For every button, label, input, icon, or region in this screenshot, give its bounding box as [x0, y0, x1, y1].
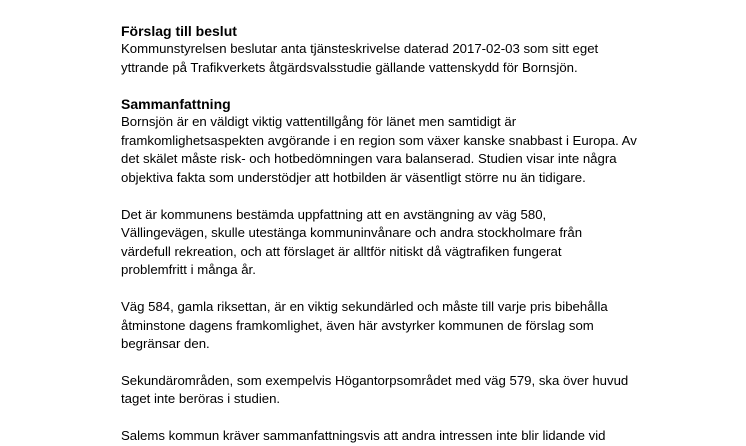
spacer — [121, 409, 721, 427]
summary-paragraph-5 — [121, 427, 721, 446]
summary-paragraph-1 — [121, 113, 721, 187]
document-page — [121, 22, 721, 446]
spacer — [121, 77, 721, 95]
heading-summary: Sammanfattning — [121, 96, 231, 113]
text-line: Bornsjön är en väldigt viktig vattentillgång för länet men samtidigt är — [121, 114, 517, 130]
summary-paragraph-2 — [121, 206, 721, 280]
text-line: Väg 584, gamla riksettan, är en viktig sekundärled och måste till varje pris bibehålla — [121, 298, 608, 314]
text-line: Salems kommun kräver sammanfattningsvis att andra intressen inte blir lidande vid — [121, 427, 606, 443]
text-line: värdefull rekreation, och att förslaget är alltför nitiskt då vägtrafiken fungerat — [121, 243, 562, 259]
spacer — [121, 354, 721, 372]
text-line: Kommunstyrelsen beslutar anta tjänsteskrivelse daterad 2017-02-03 som sitt eget — [121, 41, 599, 56]
text-line: taget inte beröras i studien. — [121, 391, 281, 407]
text-line: yttrande på Trafikverkets åtgärdsvalsstudie gällande vattenskydd för Bornsjön. — [121, 59, 578, 75]
text-line: objektiva fakta som understödjer att hotbilden är väsentligt större nu än tidigare. — [121, 169, 586, 185]
text-line: problemfritt i många år. — [121, 262, 256, 278]
text-line: det skälet måste risk- och hotbedömningen vara balanserad. Studien visar inte några — [121, 151, 617, 167]
text-line: Det är kommunens bestämda uppfattning att en avstängning av väg 580, — [121, 206, 547, 222]
text-line: Vällingevägen, skulle utestänga kommuninvånare och andra stockholmare från — [121, 225, 583, 241]
spacer — [121, 188, 721, 206]
summary-paragraph-3 — [121, 298, 721, 354]
text-line: framkomlighetsaspekten avgörande i en region som växer kanske snabbast i Europa. Av — [121, 132, 637, 148]
heading-proposal: Förslag till beslut — [121, 23, 237, 39]
text-line: begränsar den. — [121, 336, 210, 352]
text-line: åtminstone dagens framkomlighet, även här avstyrker kommunen de förslag som — [121, 317, 594, 333]
proposal-text — [121, 40, 721, 77]
summary-paragraph-4 — [121, 372, 721, 409]
text-line: Sekundärområden, som exempelvis Högantorpsområdet med väg 579, ska över huvud — [121, 372, 629, 388]
spacer — [121, 280, 721, 298]
